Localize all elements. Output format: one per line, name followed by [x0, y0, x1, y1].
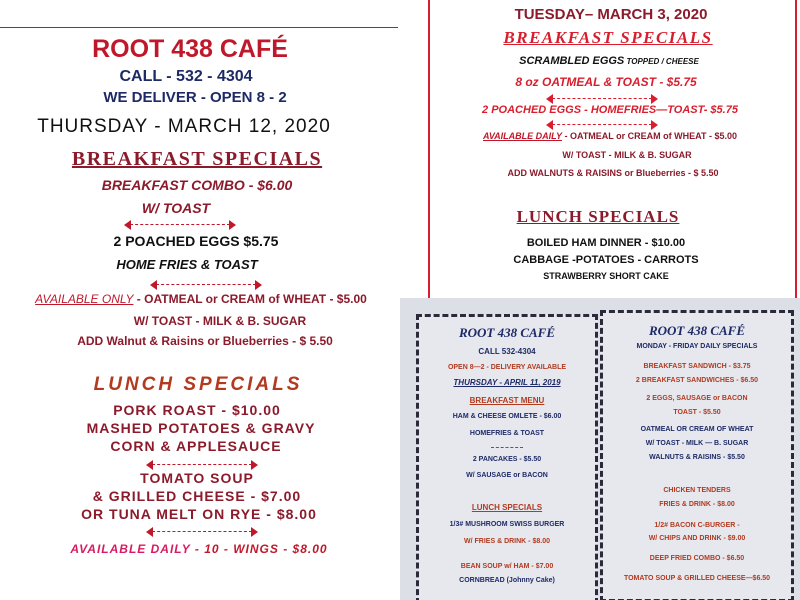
- breakfast-heading: BREAKFAST SPECIALS: [503, 28, 713, 47]
- menu-panel-march-12: [0, 0, 398, 600]
- oatmeal-price: - OATMEAL or CREAM of WHEAT - $5.00: [133, 292, 367, 306]
- fries-drink: W/ FRIES & DRINK - $8.00: [464, 538, 550, 545]
- phone-number: CALL - 532 - 4304: [119, 68, 253, 85]
- menu-panel-march-3: [422, 0, 800, 298]
- sausage-bacon: W/ SAUSAGE or BACON: [466, 472, 548, 479]
- scrambled-label: SCRAMBLED EGGS: [519, 55, 625, 67]
- cafe-title: ROOT 438 CAFÉ: [458, 325, 556, 340]
- bean-soup: BEAN SOUP w/ HAM - $7.00: [460, 563, 554, 570]
- oatmeal-toast: 8 oz OATMEAL & TOAST - $5.75: [515, 75, 697, 89]
- wings-line: [0, 542, 398, 556]
- tomato-soup-grilled-cheese: TOMATO SOUP & GRILLED CHEESE—$6.50: [623, 575, 771, 582]
- breakfast-sandwich: BREAKFAST SANDWICH - $3.75: [643, 363, 751, 370]
- ham-cheese-omelette: HAM & CHEESE OMLETE - $6.00: [452, 413, 562, 420]
- chicken-fries-drink: FRIES & DRINK - $8.00: [659, 501, 735, 508]
- scrambled-topping: TOPPED / CHEESE: [624, 57, 699, 66]
- boiled-ham: BOILED HAM DINNER - $10.00: [526, 237, 686, 249]
- menu-date: THURSDAY - MARCH 12, 2020: [37, 116, 331, 137]
- oatmeal-cream-wheat: OATMEAL OR CREAM OF WHEAT: [640, 426, 754, 433]
- chicken-tenders: CHICKEN TENDERS: [663, 487, 731, 494]
- weekday-subtitle: MONDAY - FRIDAY DAILY SPECIALS: [636, 343, 758, 350]
- homefries-toast: HOMEFRIES & TOAST: [469, 430, 545, 437]
- poached-eggs: 2 POACHED EGGS $5.75: [113, 233, 279, 249]
- cabbage-potatoes: CABBAGE -POTATOES - CARROTS: [513, 254, 699, 266]
- open-delivery: OPEN 8—2 - DELIVERY AVAILABLE: [447, 364, 567, 371]
- add-walnut-raisins: ADD Walnut & Raisins or Blueberries - $ 5.50: [77, 334, 333, 348]
- available-daily-label: AVAILABLE DAILY: [482, 131, 562, 141]
- breakfast-heading: BREAKFAST SPECIALS: [71, 148, 323, 170]
- lunch-heading: LUNCH SPECIALS: [471, 503, 543, 512]
- lunch-heading: LUNCH SPECIALS: [93, 374, 303, 395]
- chips-drink: W/ CHIPS AND DRINK - $9.00: [648, 535, 746, 542]
- menu-date: TUESDAY– MARCH 3, 2020: [514, 6, 708, 23]
- walnuts-raisins: WALNUTS & RAISINS - $5.50: [649, 454, 745, 461]
- divider-arrow: [487, 445, 527, 451]
- toast-milk-sugar: W/ TOAST - MILK & B. SUGAR: [562, 150, 692, 160]
- home-fries-toast: HOME FRIES & TOAST: [116, 257, 258, 272]
- mashed-potatoes: MASHED POTATOES & GRAVY: [86, 420, 316, 436]
- eggs-sausage-bacon: 2 EGGS, SAUSAGE or BACON: [646, 395, 748, 402]
- breakfast-heading: BREAKFAST MENU: [469, 396, 545, 405]
- mushroom-burger: 1/3# MUSHROOM SWISS BURGER: [449, 521, 565, 528]
- available-only-line: [4, 292, 398, 306]
- divider-arrow: [150, 280, 262, 290]
- delivery-hours: WE DELIVER - OPEN 8 - 2: [103, 89, 287, 106]
- wings-price: - 10 - WINGS - $8.00: [190, 542, 328, 556]
- divider-arrow: [146, 460, 258, 470]
- bacon-burger: 1/2# BACON C-BURGER -: [654, 522, 740, 529]
- phone-number: CALL 532-4304: [478, 347, 536, 356]
- top-divider: [0, 27, 398, 28]
- cornbread: CORNBREAD (Johnny Cake): [459, 577, 555, 584]
- pancakes: 2 PANCAKES - $5.50: [472, 456, 542, 463]
- pork-roast: PORK ROAST - $10.00: [113, 402, 281, 418]
- deep-fried-combo: DEEP FRIED COMBO - $6.50: [649, 555, 745, 562]
- lunch-heading: LUNCH SPECIALS: [516, 207, 680, 226]
- add-walnuts: ADD WALNUTS & RAISINS or Blueberries - $ 5.50: [507, 168, 719, 178]
- tomato-soup: TOMATO SOUP: [140, 470, 254, 486]
- divider-arrow: [546, 94, 658, 104]
- menu-panel-april-11: [400, 298, 800, 600]
- tuna-melt: OR TUNA MELT ON RYE - $8.00: [81, 506, 317, 522]
- menu-date: THURSDAY - APRIL 11, 2019: [453, 378, 561, 387]
- cafe-title: ROOT 438 CAFÉ: [648, 323, 746, 338]
- poached-homefries: 2 POACHED EGGS - HOMEFRIES—TOAST- $5.75: [482, 104, 738, 116]
- available-daily-line: [422, 131, 800, 141]
- toast-milk-sugar: W/ TOAST - MILK — B. SUGAR: [645, 440, 749, 447]
- toast-milk-sugar: W/ TOAST - MILK & B. SUGAR: [133, 314, 307, 328]
- daily-menu-board: [416, 314, 598, 600]
- breakfast-combo: BREAKFAST COMBO - $6.00: [101, 177, 293, 193]
- grilled-cheese: & GRILLED CHEESE - $7.00: [92, 488, 302, 504]
- scrambled-eggs: [422, 55, 800, 67]
- toast-price: TOAST - $5.50: [673, 409, 721, 416]
- strawberry-shortcake: STRAWBERRY SHORT CAKE: [543, 271, 669, 281]
- cafe-title: ROOT 438 CAFÉ: [92, 35, 288, 63]
- divider-arrow: [124, 220, 236, 230]
- breakfast-combo-toast: W/ TOAST: [141, 200, 211, 216]
- oatmeal-price: - OATMEAL or CREAM of WHEAT - $5.00: [561, 131, 737, 141]
- divider-arrow: [546, 120, 658, 130]
- available-daily-label: AVAILABLE DAILY: [70, 542, 191, 556]
- weekday-specials-board: [600, 310, 794, 600]
- corn-applesauce: CORN & APPLESAUCE: [110, 438, 282, 454]
- divider-arrow: [146, 527, 258, 537]
- available-only-label: AVAILABLE ONLY: [35, 292, 134, 306]
- two-breakfast-sandwiches: 2 BREAKFAST SANDWICHES - $6.50: [635, 377, 759, 384]
